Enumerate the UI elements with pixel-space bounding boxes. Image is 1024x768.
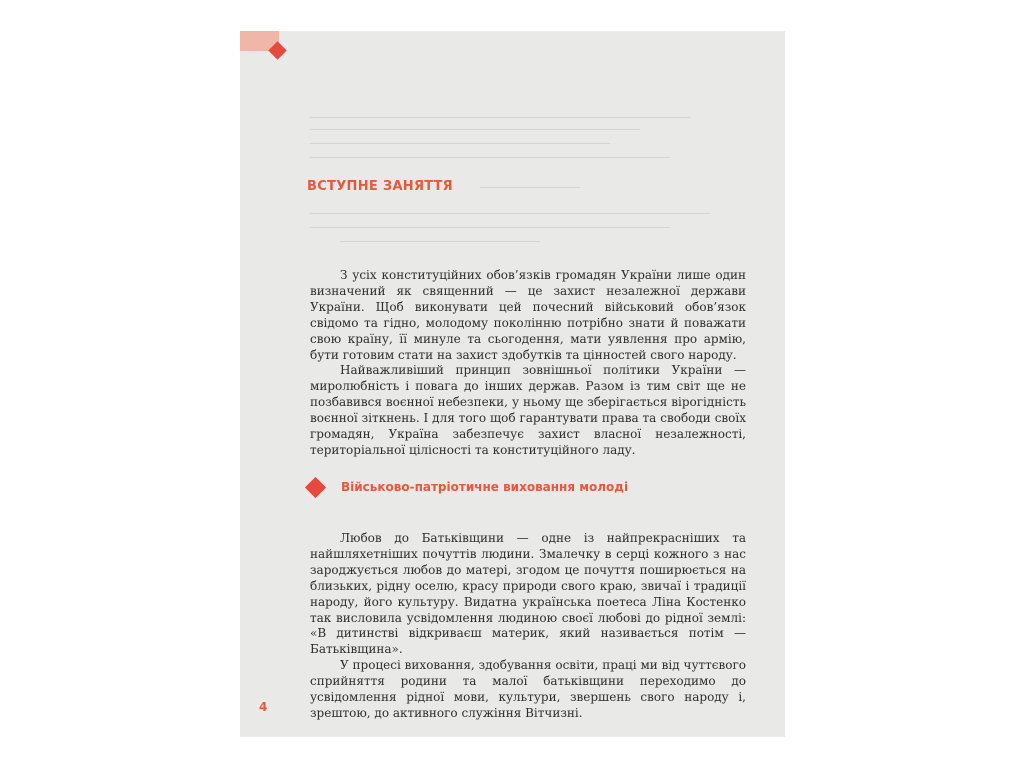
military-text: [310, 531, 746, 722]
subsection-title: Військово-патріотичне виховання молоді: [341, 480, 629, 494]
page-number: 4: [259, 700, 268, 714]
paragraph: Найважливіший принцип зовнішньої політики України — миролюбність і повага до інших держав. Разом із тим світ ще не позбавився воєнної небезпеки, у ньому ще зберігається вірогідність воєнної зіткнень. І для того щоб гарантувати права та свободи своїх громадян, Україна забезпечує захист власної незалежності, територіальної цілісності та конституційного ладу.: [310, 363, 746, 457]
paragraph: У процесі виховання, здобування освіти, праці ми від чуттєвого сприйняття родини та малої батьківщини переходимо до усвідомлення рідної мови, культури, звершень свого народу і, зрештою, до активного служіння Вітчизні.: [310, 658, 746, 720]
section-title: ВСТУПНЕ ЗАНЯТТЯ: [307, 179, 453, 194]
paragraph: З усіх конституційних обов’язків громадян України лише один визначений як священний — це захист незалежної держави України. Щоб виконувати цей почесний військовий обов’язок свідомо та гідно, молодому поколінню потрібно знати й поважати свою країну, її минуле та сьогодення, мати уявлення про армію, бути готовим стати на захист здобутків та цінностей свого народу.: [310, 268, 746, 362]
paragraph: Любов до Батьківщини — одне із найпрекрасніших та найшляхетніших почуттів людини. Змалечку в серці кожного з нас зароджується любов до матері, згодом це почуття поширюється на близьких, рідну оселю, красу природи свого краю, звичаї і традиції народу, його культуру. Видатна українська поетеса Ліна Костенко так висловила усвідомлення людиною своєї любові до рідної землі: «В дитинстві відкриваєш материк, який називається потім — Батьківщина».: [310, 531, 746, 657]
book-page: [240, 31, 785, 737]
intro-text: [310, 268, 746, 459]
diamond-icon: [305, 477, 326, 498]
